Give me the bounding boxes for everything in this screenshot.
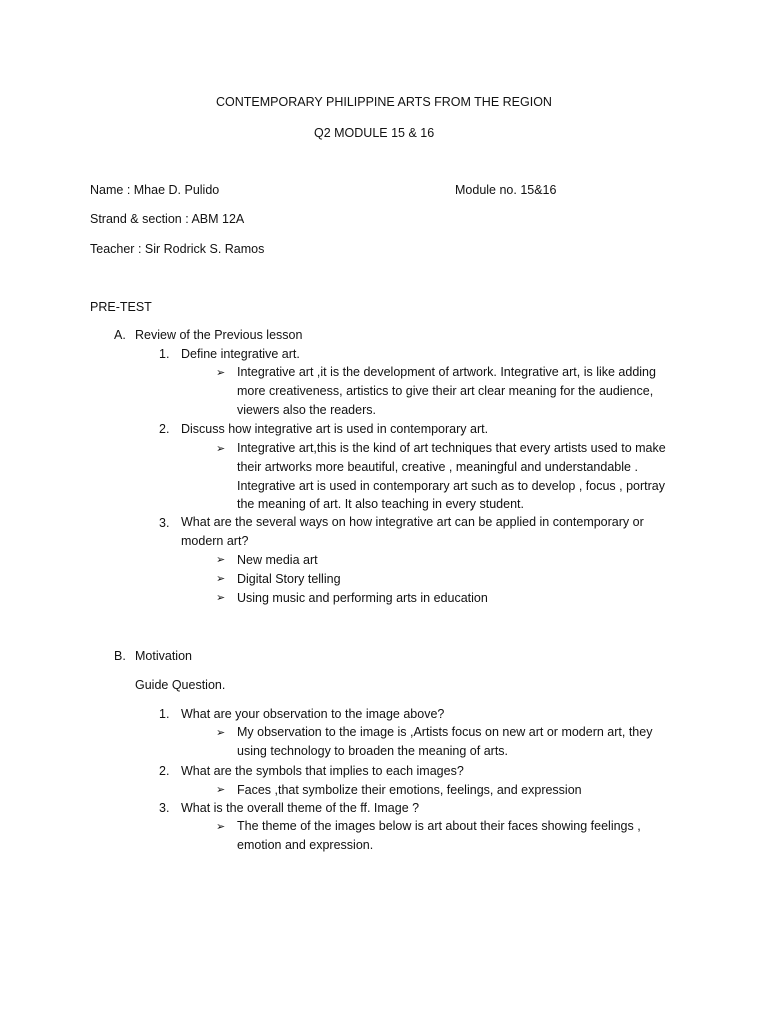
pretest-heading: PRE-TEST xyxy=(90,300,152,314)
question-number: 2. xyxy=(159,422,170,436)
question-text: What is the overall theme of the ff. Image ? xyxy=(181,801,420,815)
arrow-bullet-icon: ➢ xyxy=(216,726,226,739)
arrow-bullet-icon: ➢ xyxy=(216,572,226,585)
answer-text: Integrative art,this is the kind of art techniques that every artists used to make their artworks more beautiful, creative , meaningful and understandable . Integrative art is used in contemporary art such as to develop , focus , portray the meaning of art. It also teaching in every student. xyxy=(237,441,666,512)
answer-text: Integrative art ,it is the development of artwork. Integrative art, is like adding more creativeness, artistics to give their art clear meaning for the audience, viewers also the readers. xyxy=(237,365,656,417)
student-name: Name : Mhae D. Pulido xyxy=(90,183,220,197)
guide-question-heading: Guide Question. xyxy=(135,678,226,692)
arrow-bullet-icon: ➢ xyxy=(216,442,226,455)
answer-text: The theme of the images below is art about their faces showing feelings , emotion and expression. xyxy=(237,819,641,852)
question-text: What are the several ways on how integrative art can be applied in contemporary or modern art? xyxy=(181,515,644,548)
arrow-bullet-icon: ➢ xyxy=(216,783,226,796)
teacher-name: Teacher : Sir Rodrick S. Ramos xyxy=(90,242,265,256)
document-title: CONTEMPORARY PHILIPPINE ARTS FROM THE REGION xyxy=(216,95,552,109)
question-number: 1. xyxy=(159,707,170,721)
answer-text: Using music and performing arts in education xyxy=(237,591,488,605)
question-number: 1. xyxy=(159,347,170,361)
document-subtitle: Q2 MODULE 15 & 16 xyxy=(314,126,435,140)
strand-section: Strand & section : ABM 12A xyxy=(90,212,245,226)
question-text: Discuss how integrative art is used in contemporary art. xyxy=(181,422,489,436)
arrow-bullet-icon: ➢ xyxy=(216,820,226,833)
section-b-marker: B. xyxy=(114,649,126,663)
arrow-bullet-icon: ➢ xyxy=(216,591,226,604)
question-text: Define integrative art. xyxy=(181,347,300,361)
question-text: What are the symbols that implies to each images? xyxy=(181,764,464,778)
arrow-bullet-icon: ➢ xyxy=(216,553,226,566)
question-text: What are your observation to the image above? xyxy=(181,707,445,721)
section-a-title: Review of the Previous lesson xyxy=(135,328,303,342)
arrow-bullet-icon: ➢ xyxy=(216,366,226,379)
question-number: 3. xyxy=(159,801,170,815)
answer-text: New media art xyxy=(237,553,318,567)
answer-text: Digital Story telling xyxy=(237,572,341,586)
section-a-marker: A. xyxy=(114,328,126,342)
question-number: 2. xyxy=(159,764,170,778)
answer-text: Faces ,that symbolize their emotions, feelings, and expression xyxy=(237,783,582,797)
module-number: Module no. 15&16 xyxy=(455,183,557,197)
section-b-title: Motivation xyxy=(135,649,192,663)
answer-text: My observation to the image is ,Artists focus on new art or modern art, they using technology to broaden the meaning of arts. xyxy=(237,725,653,758)
question-number: 3. xyxy=(159,516,170,530)
